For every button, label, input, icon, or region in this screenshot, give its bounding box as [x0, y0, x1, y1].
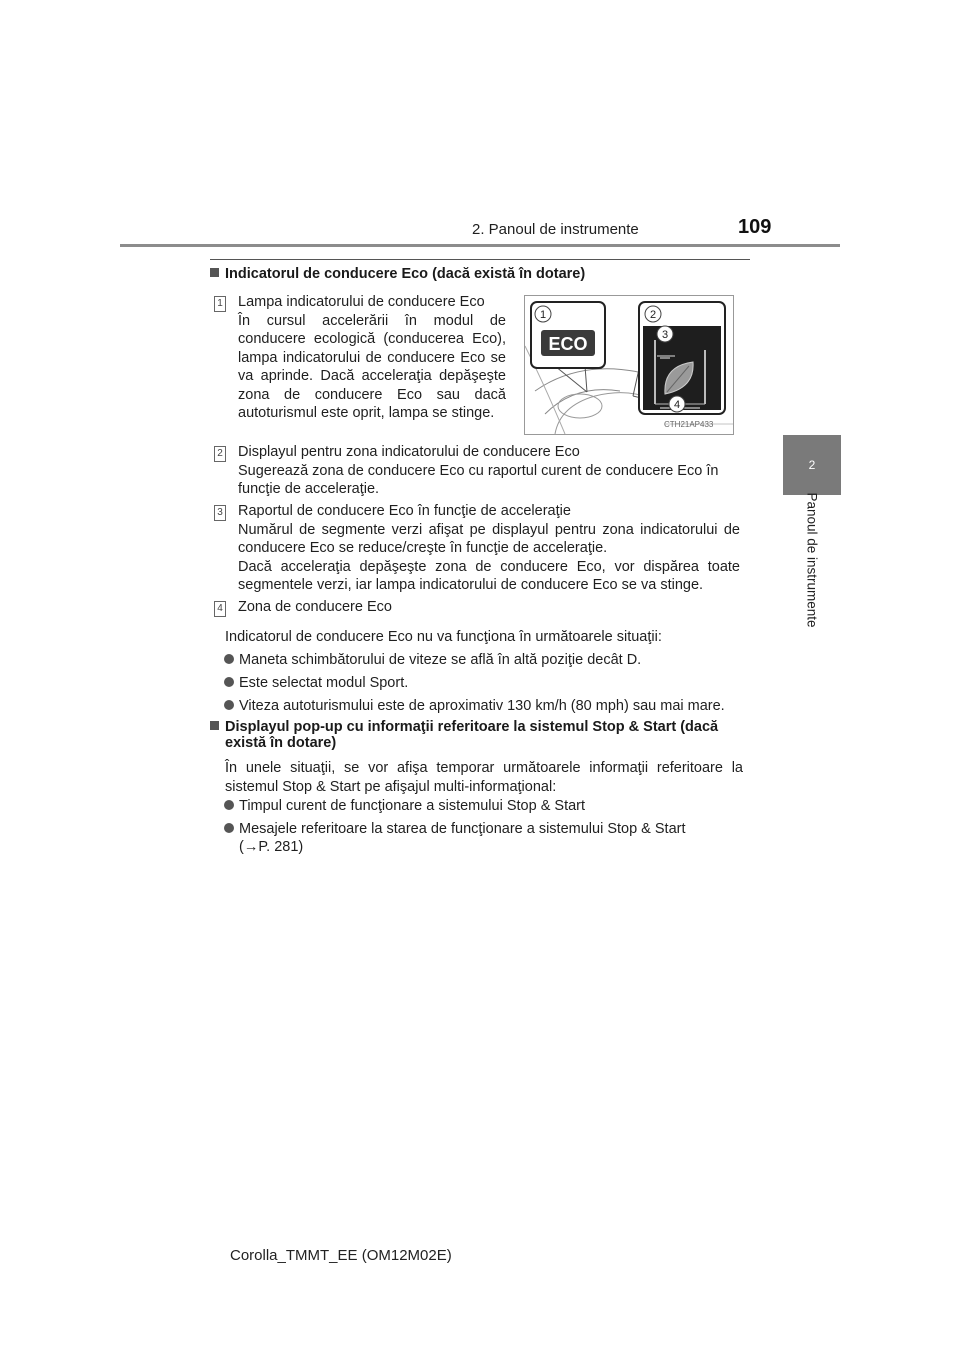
- eco-indicator-illustration: [524, 295, 734, 435]
- header-divider: [120, 244, 840, 247]
- section-title-text: Displayul pop-up cu informaţii referitoare la sistemul Stop & Start (dacă: [225, 719, 719, 735]
- item-number-badge: 3: [214, 505, 226, 521]
- condition-text: Viteza autoturismului este de aproximativ 130 km/h (80 mph) sau mai mare.: [239, 698, 725, 714]
- header-section-title: 2. Panoul de instrumente: [472, 221, 639, 238]
- section-divider: [210, 259, 750, 260]
- item-eco-zone-display: [238, 443, 738, 499]
- stop-start-bullet: [224, 820, 686, 839]
- stop-start-bullet: [224, 797, 585, 816]
- conditions-note: Indicatorul de conducere Eco nu va funcţiona în următoarele situaţii:: [225, 629, 662, 645]
- callout-2: 2: [649, 309, 657, 321]
- dot-bullet-icon: [224, 677, 234, 687]
- square-bullet-icon: [210, 721, 219, 730]
- document-footer: Corolla_TMMT_EE (OM12M02E): [230, 1247, 452, 1264]
- item-heading: Raportul de conducere Eco în funcţie de acceleraţie: [238, 503, 571, 519]
- item-description: Numărul de segmente verzi afişat pe displayul pentru zona indicatorului de conducere Eco se reduce/creşte în funcţie de acceleraţie.: [238, 521, 740, 556]
- page-number: 109: [738, 216, 772, 238]
- section-eco-title-text: Indicatorul de conducere Eco (dacă există în dotare): [225, 266, 586, 282]
- item-eco-ratio: [238, 502, 740, 595]
- chapter-tab-label: Panoul de instrumente: [804, 492, 820, 628]
- condition-text: Este selectat modul Sport.: [239, 675, 409, 691]
- condition-bullet: [224, 651, 641, 670]
- section-stop-start-title: [210, 719, 750, 751]
- item-description: Sugerează zona de conducere Eco cu raportul curent de conducere Eco în funcţie de acceleraţie.: [238, 462, 719, 497]
- item-heading: Lampa indicatorului de conducere Eco: [238, 294, 485, 310]
- stop-start-intro: În unele situaţii, se vor afişa temporar următoarele informaţii referitoare la sistemul Stop & Start pe afişajul multi-informaţional:: [225, 760, 743, 795]
- dot-bullet-icon: [224, 654, 234, 664]
- condition-bullet: [224, 697, 725, 716]
- chapter-tab: 2: [783, 435, 841, 495]
- eco-label: ECO: [548, 334, 588, 354]
- section-eco-title: [210, 266, 585, 282]
- page-reference-link[interactable]: (→P. 281): [239, 839, 304, 855]
- stop-start-text: Timpul curent de funcţionare a sistemului Stop & Start: [239, 798, 586, 814]
- section-title-line: [210, 719, 750, 735]
- dot-bullet-icon: [224, 800, 234, 810]
- item-number-badge: 4: [214, 601, 226, 617]
- item-number-badge: 1: [214, 296, 226, 312]
- callout-1: 1: [539, 309, 547, 321]
- item-description: În cursul accelerării în modul de conducere ecologică (conducerea Eco), lampa indicatorului de conducere Eco se va aprinde. Dacă acceleraţia depăşeşte zona de conducere Eco sau dacă autoturismul este oprit, lampa se stinge.: [238, 312, 506, 421]
- dot-bullet-icon: [224, 823, 234, 833]
- stop-start-text: Mesajele referitoare la starea de funcţionare a sistemului Stop & Start: [239, 821, 686, 837]
- square-bullet-icon: [210, 268, 219, 277]
- callout-3: 3: [661, 329, 669, 341]
- condition-text: Maneta schimbătorului de viteze se află în altă poziţie decât D.: [239, 652, 642, 668]
- item-number-badge: 2: [214, 446, 226, 462]
- dot-bullet-icon: [224, 700, 234, 710]
- item-eco-lamp: [238, 293, 506, 423]
- item-eco-zone: Zona de conducere Eco: [238, 599, 392, 615]
- figure-code: CTH21AP433: [664, 420, 714, 429]
- instrument-panel-drawing: [525, 296, 733, 434]
- condition-bullet: [224, 674, 408, 693]
- item-description-extra: Dacă acceleraţia depăşeşte zona de conducere Eco, vor dispărea toate segmentele verzi, iar lampa indicatorului de conducere Eco se va stinge.: [238, 558, 740, 593]
- callout-4: 4: [673, 399, 681, 411]
- section-title-text: există în dotare): [225, 735, 337, 751]
- item-heading: Displayul pentru zona indicatorului de conducere Eco: [238, 444, 580, 460]
